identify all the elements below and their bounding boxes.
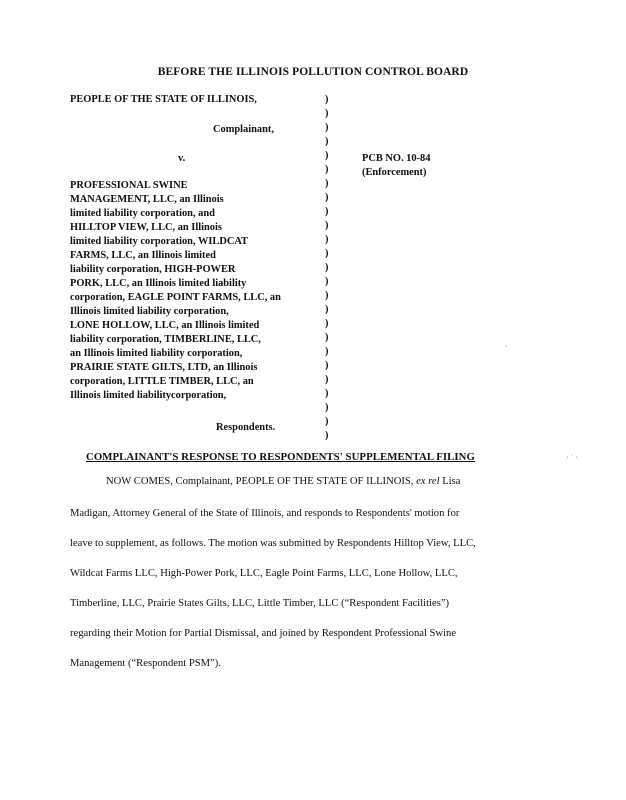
caption-paren: ) [325,136,329,147]
respondent-line: PRAIRIE STATE GILTS, LTD, an Illinois [70,362,258,373]
caption-paren: ) [325,318,329,329]
respondent-line: HILLTOP VIEW, LLC, an Illinois [70,222,222,233]
respondent-line: MANAGEMENT, LLC, an Illinois [70,194,224,205]
respondent-line: corporation, LITTLE TIMBER, LLC, an [70,376,254,387]
complainant-name: PEOPLE OF THE STATE OF ILLINOIS, [70,94,257,105]
caption-paren: ) [325,416,329,427]
board-title: BEFORE THE ILLINOIS POLLUTION CONTROL BOARD [157,66,469,78]
respondent-line: liability corporation, TIMBERLINE, LLC, [70,334,261,345]
caption-paren: ) [325,206,329,217]
respondent-line: an Illinois limited liability corporation, [70,348,243,359]
caption-paren: ) [325,150,329,161]
ex-rel-italic: ex rel [416,476,440,487]
complainant-role: Complainant, [213,124,274,135]
caption-paren: ) [325,374,329,385]
document-heading: COMPLAINANT'S RESPONSE TO RESPONDENTS' SUPPLEMENTAL FILING [86,451,475,463]
caption-paren: ) [325,94,329,105]
body-line: Wildcat Farms LLC, High-Power Pork, LLC, Eagle Point Farms, LLC, Lone Hollow, LLC, [70,568,458,579]
caption-paren: ) [325,164,329,175]
caption-paren: ) [325,346,329,357]
caption-paren: ) [325,262,329,273]
respondent-line: corporation, EAGLE POINT FARMS, LLC, an [70,292,281,303]
respondent-line: FARMS, LLC, an Illinois limited [70,250,216,261]
scan-artifact: · ˙ · [566,453,578,462]
respondent-line: PROFESSIONAL SWINE [70,180,188,191]
caption-paren: ) [325,402,329,413]
respondent-line: limited liability corporation, WILDCAT [70,236,248,247]
caption-paren: ) [325,192,329,203]
versus-label: v. [178,153,186,164]
caption-paren: ) [325,220,329,231]
respondent-line: LONE HOLLOW, LLC, an Illinois limited [70,320,260,331]
respondent-line: limited liability corporation, and [70,208,215,219]
caption-paren: ) [325,122,329,133]
respondent-line: Illinois limited liabilitycorporation, [70,390,227,401]
caption-paren: ) [325,248,329,259]
body-line: regarding their Motion for Partial Dismissal, and joined by Respondent Professional Swine [70,628,457,639]
respondent-role: Respondents. [216,422,276,433]
caption-paren: ) [325,304,329,315]
caption-paren: ) [325,430,329,441]
case-number: PCB NO. 10-84 [362,153,431,164]
respondent-line: PORK, LLC, an Illinois limited liability [70,278,247,289]
caption-paren: ) [325,276,329,287]
caption-paren: ) [325,360,329,371]
body-line: Management (“Respondent PSM”). [70,658,221,669]
caption-paren: ) [325,234,329,245]
respondent-line: liability corporation, HIGH-POWER [70,264,236,275]
caption-paren: ) [325,332,329,343]
body-line: Madigan, Attorney General of the State of Illinois, and responds to Respondents' motion for [70,508,460,519]
body-line: Timberline, LLC, Prairie States Gilts, LLC, Little Timber, LLC (“Respondent Facilities”) [70,598,450,609]
body-line: NOW COMES, Complainant, PEOPLE OF THE STATE OF ILLINOIS, ex rel Lisa [106,476,461,487]
caption-paren: ) [325,108,329,119]
body-line: leave to supplement, as follows. The motion was submitted by Respondents Hilltop View, LLC, [70,538,476,549]
case-type: (Enforcement) [362,167,427,178]
caption-paren: ) [325,388,329,399]
respondent-line: Illinois limited liability corporation, [70,306,229,317]
caption-paren: ) [325,290,329,301]
caption-paren: ) [325,178,329,189]
scan-artifact: · [505,342,508,351]
